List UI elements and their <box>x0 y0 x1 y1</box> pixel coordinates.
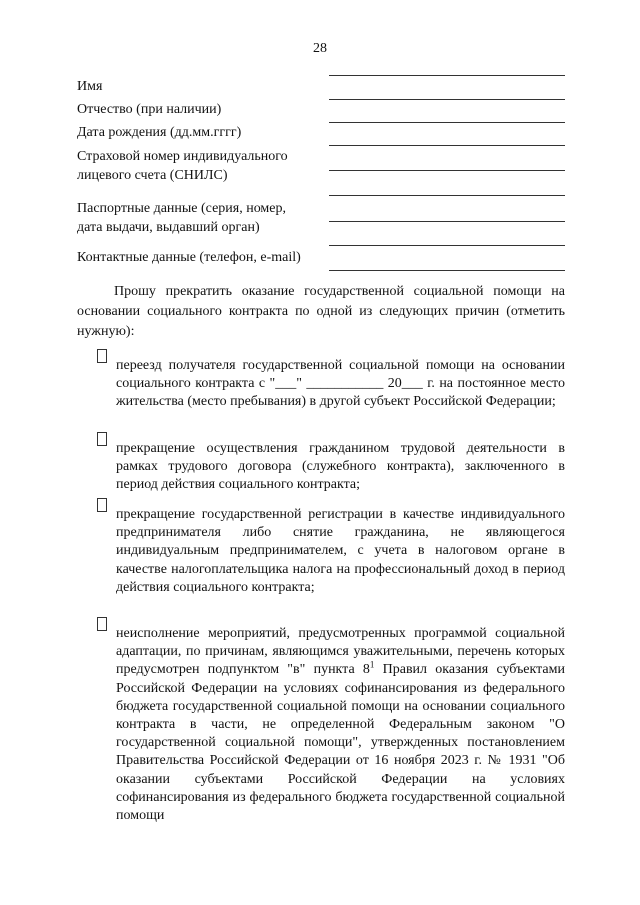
field-label-patronymic: Отчество (при наличии) <box>77 102 222 117</box>
snils-input-line-2[interactable] <box>329 195 565 196</box>
field-label-snils-line1: Страховой номер индивидуального <box>77 149 288 164</box>
name-input-line-top[interactable] <box>329 75 565 76</box>
option-non-fulfillment-text-part2: Правил оказания субъектами Российской Федерации на условиях софинансирования из федерального бюджета государственной социальной помощи на основании социального контракта в части, не определенной Федеральным законом "О государственной социальной помощи", утвержденных постановлением Правительства Российской Федерации от 16 ноября 2023 г. № 1931 "Об оказании субъектами Российской Федерации на условиях софинансирования из федерального бюджета государственной социальной помощи <box>116 662 565 824</box>
patronymic-input-line[interactable] <box>329 122 565 123</box>
option-non-fulfillment-text-part1: неисполнение мероприятий, предусмотренных программой социальной адаптации, по причинам, являющимся уважительными, перечень которых предусмотрен подпунктом "в" пункта 8 <box>116 626 565 678</box>
passport-input-line-1[interactable] <box>329 221 565 222</box>
field-label-passport-line2: дата выдачи, выдавший орган) <box>77 220 260 235</box>
page-number: 28 <box>313 41 327 56</box>
option-registration-termination-checkbox[interactable] <box>97 498 107 512</box>
birthdate-input-line[interactable] <box>329 145 565 146</box>
option-relocation-checkbox[interactable] <box>97 349 107 363</box>
field-label-name: Имя <box>77 79 103 94</box>
contacts-input-line[interactable] <box>329 270 565 271</box>
option-employment-termination-text: прекращение осуществления гражданином трудовой деятельности в рамках трудового договора (служебного контракта), заключенного в период действия социального контракта; <box>116 441 565 493</box>
option-employment-termination-checkbox[interactable] <box>97 432 107 446</box>
option-non-fulfillment-checkbox[interactable] <box>97 617 107 631</box>
option-relocation-text: переезд получателя государственной социальной помощи на основании социального контракта с "___" ___________ 20___ г. на постоянное место жительства (место пребывания) в другой субъект Российской Федерации; <box>116 358 565 410</box>
passport-input-line-2[interactable] <box>329 245 565 246</box>
snils-input-line-1[interactable] <box>329 170 565 171</box>
option-non-fulfillment-text <box>116 625 565 825</box>
field-label-contacts: Контактные данные (телефон, e-mail) <box>77 250 301 265</box>
footnote-superscript: 1 <box>369 659 375 670</box>
option-registration-termination-text: прекращение государственной регистрации в качестве индивидуального предпринимателя либо снятие гражданина, не являющегося индивидуальным предпринимателем, с учета в налоговом органе в качестве налогоплательщика налога на профессиональный доход в период действия социального контракта; <box>116 507 565 595</box>
intro-paragraph <box>77 282 565 342</box>
field-label-birthdate: Дата рождения (дд.мм.гггг) <box>77 125 242 140</box>
name-input-line[interactable] <box>329 99 565 100</box>
intro-paragraph-text: Прошу прекратить оказание государственной социальной помощи на основании социального контракта по одной из следующих причин (отметить нужную): <box>77 284 565 339</box>
field-label-passport-line1: Паспортные данные (серия, номер, <box>77 201 287 216</box>
field-label-snils-line2: лицевого счета (СНИЛС) <box>77 168 228 183</box>
